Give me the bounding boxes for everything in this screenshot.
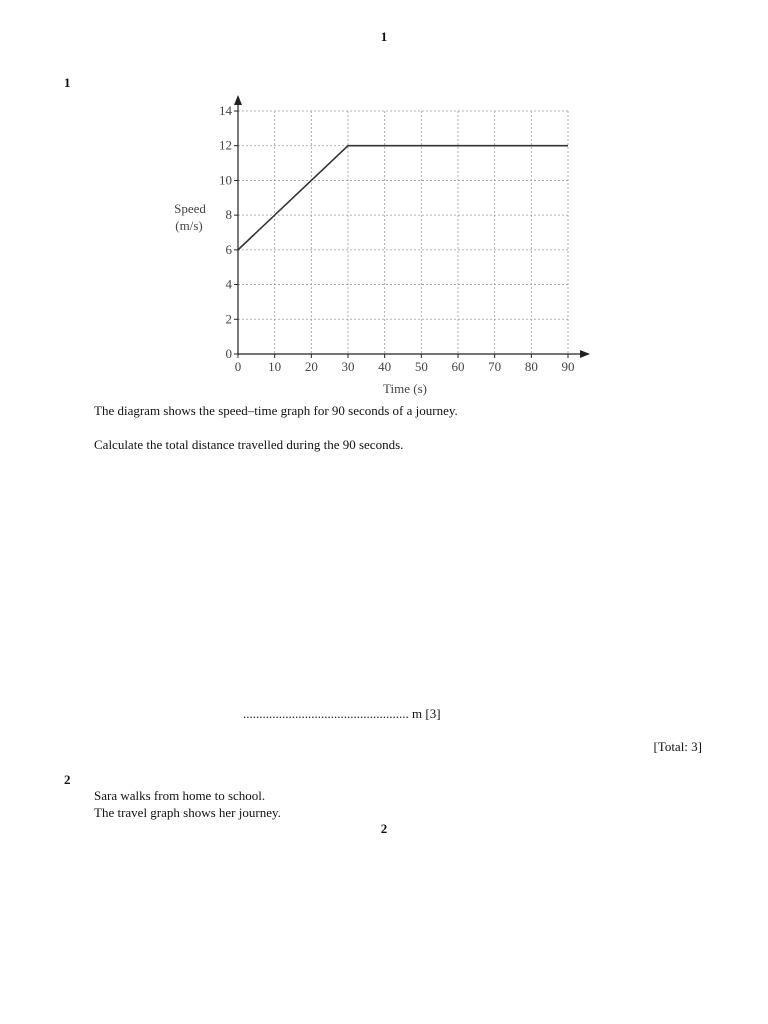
y-tick-label: 4 bbox=[225, 276, 232, 292]
y-tick-label: 14 bbox=[219, 103, 232, 118]
page-number-top: 1 bbox=[380, 29, 388, 44]
question-1-number: 1 bbox=[64, 75, 71, 90]
x-tick-label: 0 bbox=[234, 359, 242, 374]
page-number-bottom: 2 bbox=[380, 821, 388, 836]
y-axis-label-unit: (m/s) bbox=[175, 218, 203, 234]
x-tick-label: 10 bbox=[268, 359, 282, 374]
speed-time-graph bbox=[160, 88, 600, 400]
x-tick-label: 90 bbox=[561, 359, 575, 374]
y-tick-label: 8 bbox=[225, 207, 232, 223]
y-axis-arrow bbox=[234, 95, 242, 105]
question-1-text-line-1: The diagram shows the speed–time graph for 90 seconds of a journey. bbox=[94, 403, 458, 418]
x-tick-label: 50 bbox=[414, 359, 428, 374]
y-axis-label: Speed bbox=[174, 201, 206, 217]
question-2-text-line-2: The travel graph shows her journey. bbox=[94, 805, 281, 820]
x-tick-label: 80 bbox=[524, 359, 538, 374]
y-tick-label: 2 bbox=[225, 311, 232, 327]
x-axis-label: Time (s) bbox=[383, 381, 427, 396]
y-tick-label: 0 bbox=[225, 346, 232, 361]
x-tick-label: 30 bbox=[341, 359, 355, 374]
x-tick-label: 60 bbox=[451, 359, 465, 374]
x-tick-label: 70 bbox=[488, 359, 502, 374]
question-2-text-line-1: Sara walks from home to school. bbox=[94, 788, 266, 803]
y-tick-label: 6 bbox=[225, 241, 232, 257]
speed-line bbox=[238, 146, 568, 250]
x-tick-label: 20 bbox=[304, 359, 318, 374]
question-1-total: [Total: 3] bbox=[653, 739, 702, 754]
y-tick-label: 12 bbox=[219, 137, 232, 153]
question-1-answer-line: ................................................... m [3] bbox=[243, 706, 441, 721]
x-tick-label: 40 bbox=[378, 359, 392, 374]
question-2-number: 2 bbox=[64, 772, 71, 787]
y-tick-label: 10 bbox=[219, 172, 232, 188]
x-axis-arrow bbox=[580, 350, 590, 358]
question-1-text-line-2: Calculate the total distance travelled during the 90 seconds. bbox=[94, 437, 404, 452]
